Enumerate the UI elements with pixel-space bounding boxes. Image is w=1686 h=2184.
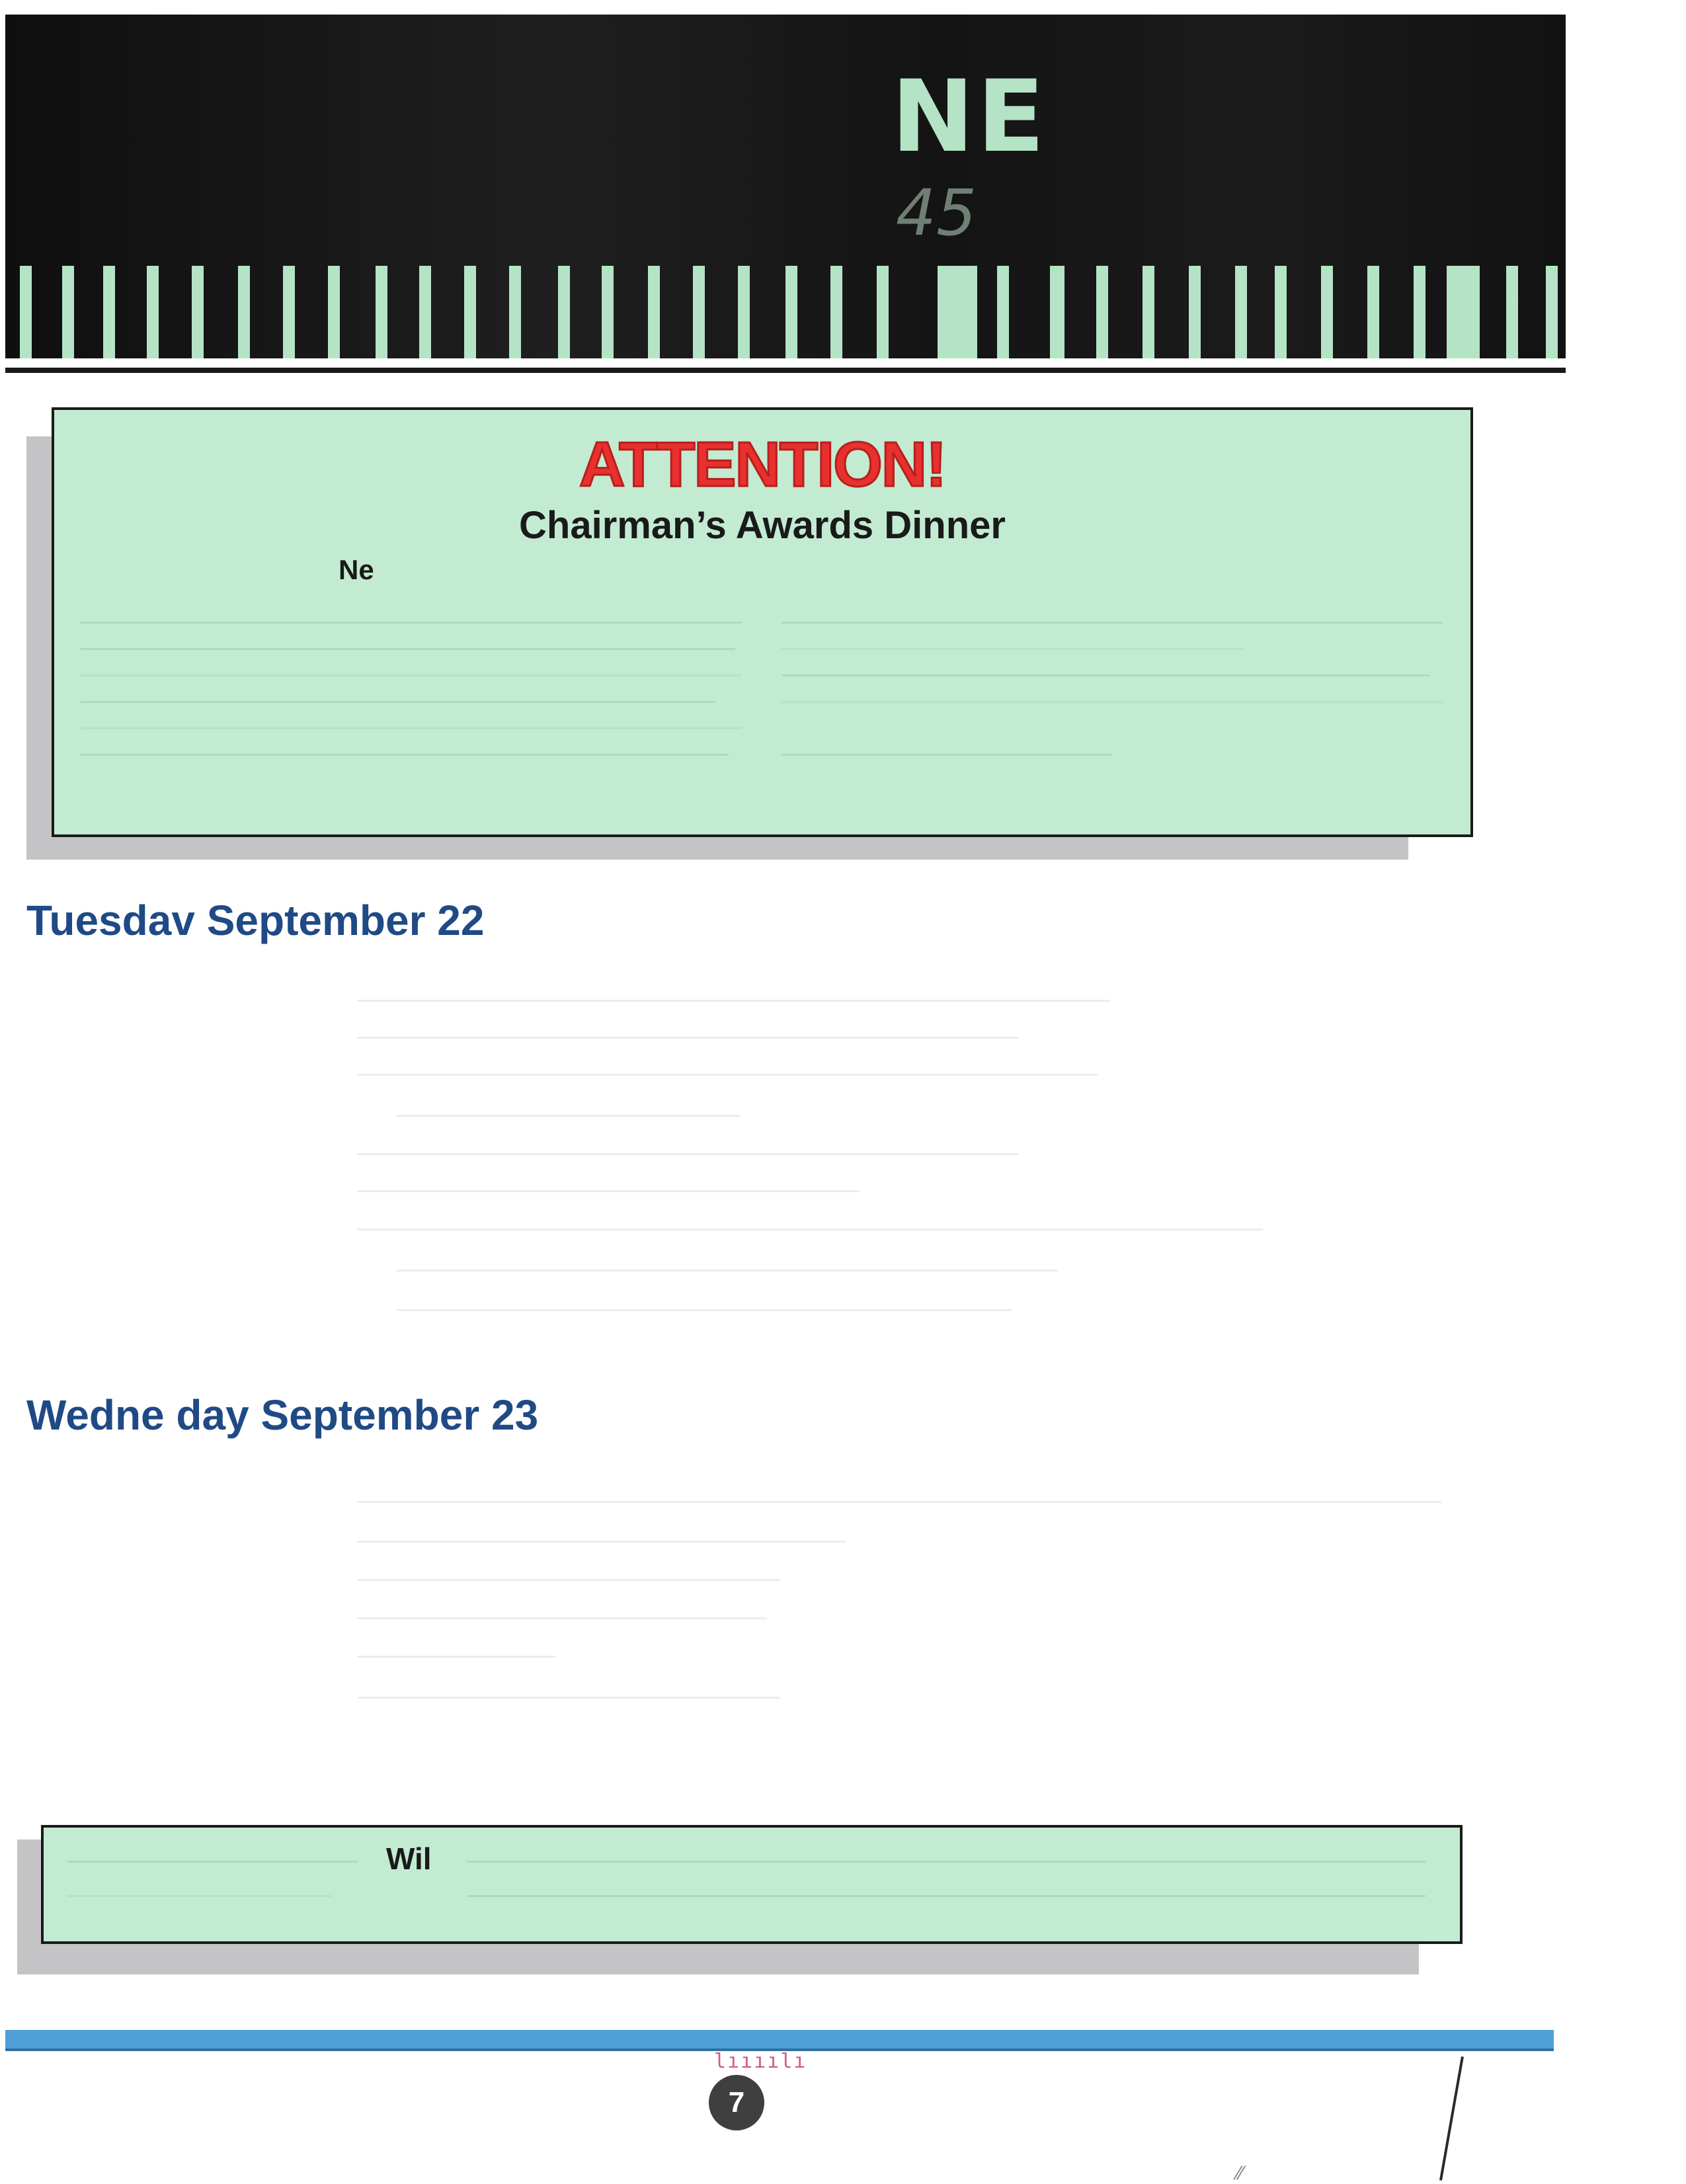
ruler-tick <box>1447 266 1480 358</box>
faded-schedule-line <box>357 1617 767 1619</box>
faded-text-line <box>81 674 742 676</box>
ruler-tick <box>376 266 387 358</box>
ruler-tick <box>558 266 570 358</box>
footer-tick-marks: lıııılı <box>714 2050 807 2073</box>
ruler-tick <box>602 266 614 358</box>
ruler-tick <box>1189 266 1201 358</box>
faded-schedule-line <box>357 1656 555 1658</box>
faded-schedule-line <box>357 1579 780 1581</box>
ruler-tick <box>283 266 295 358</box>
faded-text-line <box>782 701 1443 703</box>
tuesday-heading: Tuesdav September 22 <box>26 897 485 944</box>
page-number-badge: 7 <box>709 2075 764 2130</box>
attention-subtitle: Chairman’s Awards Dinner <box>519 504 1006 547</box>
ne-logo-number: 45 <box>895 176 977 250</box>
corner-pen-stroke <box>1439 2056 1464 2181</box>
ruler-tick <box>1546 266 1558 358</box>
attention-text-fragment: Ne <box>339 554 374 585</box>
ruler-tick <box>20 266 32 358</box>
faded-text-line <box>782 648 1244 650</box>
faded-text-line <box>782 754 1112 756</box>
ne-logo-mark: NE <box>891 60 1047 175</box>
ruler-tick <box>1096 266 1108 358</box>
footer-rule <box>5 2030 1554 2048</box>
faded-schedule-line <box>357 1541 846 1543</box>
ruler-tick <box>464 266 476 358</box>
ruler-tick <box>877 266 889 358</box>
faded-schedule-line <box>397 1115 741 1117</box>
ruler-tick <box>103 266 115 358</box>
faded-text-line <box>67 1895 332 1897</box>
faded-schedule-line <box>357 1697 780 1699</box>
faded-schedule-line <box>357 1229 1263 1231</box>
faded-text-line <box>467 1861 1425 1863</box>
ruler-tick <box>62 266 74 358</box>
wednesday-heading: Wedne day September 23 <box>26 1391 539 1439</box>
ruler-tick <box>938 266 977 358</box>
ruler-tick <box>738 266 750 358</box>
faded-text-line <box>67 1861 358 1863</box>
faded-text-line <box>467 1895 1425 1897</box>
attention-title: ATTENTION! <box>579 429 946 500</box>
ruler-tick <box>785 266 797 358</box>
ruler-ticks <box>5 266 1566 358</box>
ruler-tick <box>1143 266 1154 358</box>
faded-text-line <box>81 754 729 756</box>
faded-schedule-line <box>357 1501 1441 1503</box>
ruler-tick <box>1321 266 1333 358</box>
ruler-tick <box>238 266 250 358</box>
ruler-tick <box>1275 266 1287 358</box>
ruler-tick <box>830 266 842 358</box>
ruler-tick <box>1235 266 1247 358</box>
attention-box <box>52 407 1473 837</box>
ruler-tick <box>147 266 159 358</box>
banner-divider <box>5 368 1566 373</box>
faded-text-line <box>81 622 742 624</box>
notice-box <box>41 1825 1463 1944</box>
ruler-tick <box>1367 266 1379 358</box>
ruler-tick <box>1506 266 1518 358</box>
faded-schedule-line <box>357 1037 1018 1039</box>
ruler-tick <box>1050 266 1064 358</box>
faded-schedule-line <box>357 1074 1098 1076</box>
faded-schedule-line <box>357 1190 860 1192</box>
faded-text-line <box>81 727 742 729</box>
ruler-tick <box>192 266 204 358</box>
faded-schedule-line <box>357 1000 1111 1002</box>
ruler-tick <box>997 266 1009 358</box>
faded-text-line <box>782 674 1429 676</box>
faded-schedule-line <box>357 1153 1018 1155</box>
corner-scribble: ⁄⁄ <box>1236 2162 1243 2184</box>
ruler-tick <box>509 266 521 358</box>
faded-text-line <box>81 648 735 650</box>
faded-text-line <box>81 701 715 703</box>
header-banner <box>5 15 1566 358</box>
notice-text-fragment: Wil <box>386 1841 432 1876</box>
ruler-tick <box>648 266 660 358</box>
ruler-tick <box>419 266 431 358</box>
ruler-tick <box>693 266 705 358</box>
ruler-tick <box>328 266 340 358</box>
faded-text-line <box>782 622 1443 624</box>
ruler-tick <box>1414 266 1425 358</box>
faded-schedule-line <box>397 1309 1012 1311</box>
faded-schedule-line <box>397 1270 1058 1272</box>
